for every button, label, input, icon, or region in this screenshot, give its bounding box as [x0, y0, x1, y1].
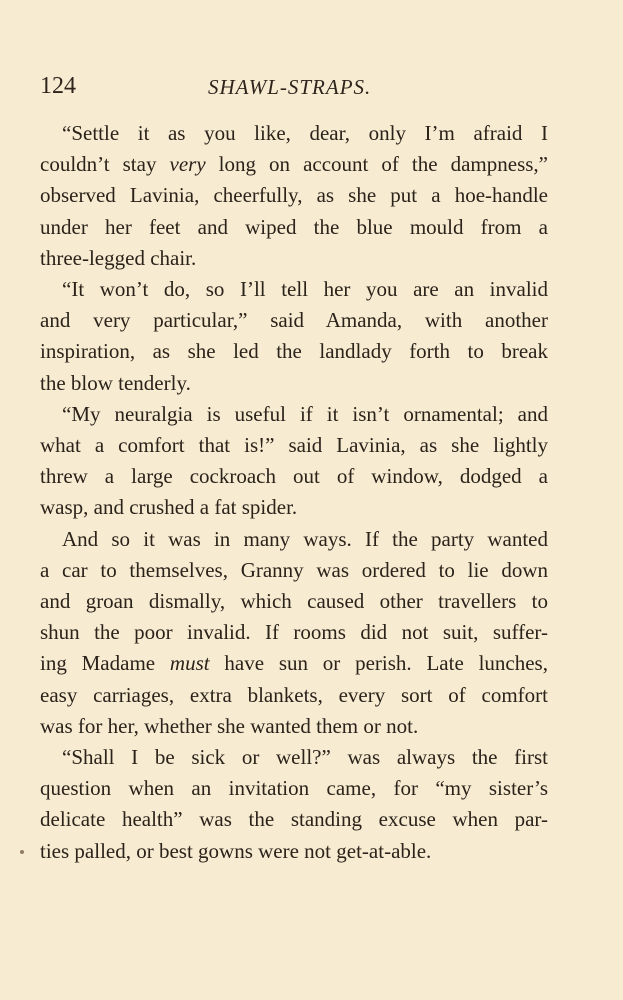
body-text [40, 118, 548, 867]
paragraph-shall-i-be-sick [40, 742, 548, 867]
line-segment: couldn’t stay [40, 152, 170, 177]
margin-mark [20, 850, 24, 854]
text-line-with-emphasis [40, 648, 548, 679]
paragraph-neuralgia [40, 399, 548, 524]
text-line: and very particular,” said Amanda, with another [40, 308, 548, 333]
paragraph-it-wont-do [40, 274, 548, 399]
text-line: question when an invitation came, for “my sister’s [40, 776, 548, 801]
paragraph-many-ways [40, 524, 548, 742]
text-line: the blow tenderly. [40, 370, 191, 395]
text-line: “It won’t do, so I’ll tell her you are an invalid [62, 277, 548, 302]
line-segment: long on account of the dampness,” [205, 152, 548, 177]
text-line: under her feet and wiped the blue mould from a [40, 214, 548, 239]
text-line: what a comfort that is!” said Lavinia, as she lightly [40, 433, 548, 458]
text-line: observed Lavinia, cheerfully, as she put a hoe-handle [40, 183, 548, 208]
text-line: “Shall I be sick or well?” was always the first [62, 745, 548, 770]
text-line: and groan dismally, which caused other travellers to [40, 589, 548, 614]
text-line: “My neuralgia is useful if it isn’t ornamental; and [62, 401, 548, 426]
text-line-with-emphasis [40, 149, 548, 180]
text-line: was for her, whether she wanted them or not. [40, 713, 419, 738]
text-line: three-legged chair. [40, 245, 197, 270]
text-line: And so it was in many ways. If the party wanted [62, 526, 548, 551]
text-line: a car to themselves, Granny was ordered to lie down [40, 557, 548, 582]
page-header [40, 62, 583, 102]
emphasis-text: must [169, 651, 210, 676]
paragraph-settle-it [40, 118, 548, 274]
line-segment: have sun or perish. Late lunches, [209, 651, 548, 676]
text-line: threw a large cockroach out of window, dodged a [40, 464, 548, 489]
text-line: wasp, and crushed a fat spider. [40, 495, 298, 520]
text-line: ties palled, or best gowns were not get-at-able. [40, 838, 432, 863]
text-line: inspiration, as she led the landlady forth to break [40, 339, 548, 364]
text-line: “Settle it as you like, dear, only I’m afraid I [62, 121, 548, 145]
text-line: delicate health” was the standing excuse when par- [40, 807, 548, 832]
line-segment: ing Madame [40, 651, 170, 676]
running-title: SHAWL-STRAPS. [208, 75, 372, 99]
emphasis-text: very [169, 152, 206, 177]
text-line: easy carriages, extra blankets, every sort of comfort [40, 682, 548, 707]
page-number: 124 [40, 73, 76, 99]
text-line: shun the poor invalid. If rooms did not suit, suffer- [40, 620, 548, 645]
